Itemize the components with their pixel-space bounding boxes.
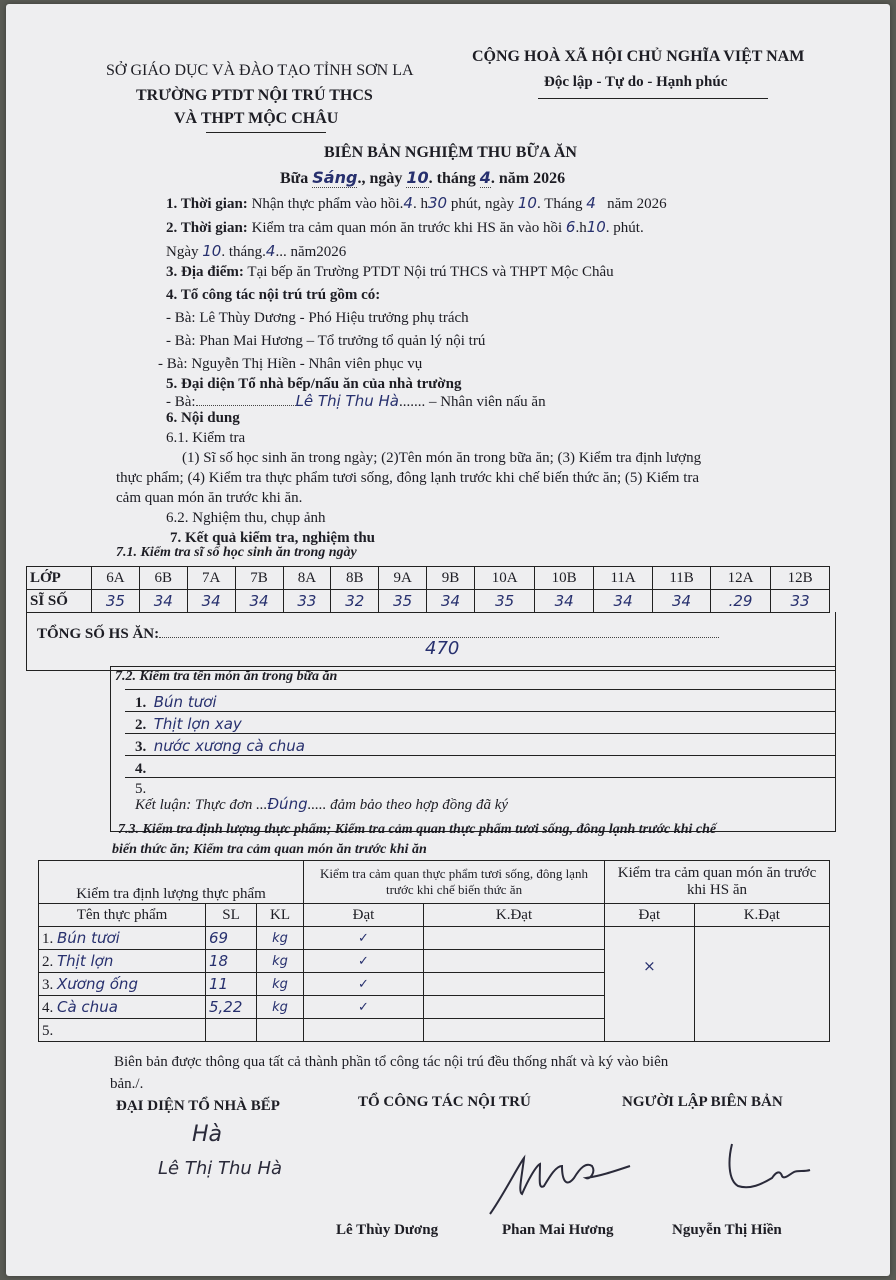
food-dat: ✓ bbox=[304, 950, 424, 973]
food-name: 5. bbox=[39, 1019, 206, 1042]
food-sl: 11 bbox=[206, 973, 257, 996]
class-cell: 7B bbox=[235, 567, 283, 590]
cook-line: - Bà: Lê Thị Thu Hà....... – Nhân viên nấu ăn bbox=[166, 392, 546, 410]
section-6-2: 6.2. Nghiệm thu, chụp ảnh bbox=[166, 510, 326, 526]
document-page bbox=[6, 4, 890, 1276]
count-cell: 34 bbox=[653, 590, 711, 613]
food-sl bbox=[206, 1019, 257, 1042]
signer-name-3: Nguyễn Thị Hiền bbox=[672, 1222, 782, 1238]
signature-nguyen-thi-hien bbox=[722, 1134, 818, 1204]
signer-name-2: Phan Mai Hương bbox=[502, 1222, 614, 1238]
food-kdat bbox=[424, 996, 605, 1019]
table-7-2-caption: 7.2. Kiểm tra tên món ăn trong bữa ăn bbox=[115, 669, 338, 684]
doc-subtitle: Bữa Sáng., ngày 10. tháng 4. năm 2026 bbox=[280, 168, 566, 187]
section-7-title: 7. Kết quả kiểm tra, nghiệm thu bbox=[170, 530, 376, 546]
section-3: 3. Địa điểm: Tại bếp ăn Trường PTDT Nội trú THCS và THPT Mộc Châu bbox=[166, 264, 614, 280]
table-row bbox=[27, 590, 830, 613]
table-row bbox=[39, 927, 830, 950]
class-count-table bbox=[26, 566, 830, 613]
count-cell: 34 bbox=[593, 590, 652, 613]
food-name: 3. Xương ống bbox=[39, 973, 206, 996]
menu-item: 4. bbox=[135, 761, 147, 777]
h-camquan-ma: Kiểm tra cảm quan món ăn trước khi HS ăn bbox=[605, 861, 830, 904]
sign-header-author: NGƯỜI LẬP BIÊN BẢN bbox=[622, 1094, 783, 1110]
divider bbox=[206, 132, 326, 133]
count-cell: 35 bbox=[92, 590, 140, 613]
food-sl: 5,22 bbox=[206, 996, 257, 1019]
section-2-date: Ngày 10. tháng.4... năm2026 bbox=[166, 242, 347, 260]
food-kl: kg bbox=[257, 973, 304, 996]
section-6-p1: (1) Sĩ số học sinh ăn trong ngày; (2)Tên món ăn trong bữa ăn; (3) Kiểm tra định lượng bbox=[182, 450, 702, 466]
count-cell: 35 bbox=[379, 590, 427, 613]
siso-header: SĨ SỐ bbox=[27, 590, 92, 613]
total-value: 470 bbox=[425, 638, 460, 659]
h-dat: Đạt bbox=[304, 904, 424, 927]
signature-phan-mai-huong bbox=[482, 1136, 642, 1222]
member-1: - Bà: Lê Thùy Dương - Phó Hiệu trưởng phụ trách bbox=[166, 310, 469, 326]
section-4-title: 4. Tổ công tác nội trú trú gồm có: bbox=[166, 287, 381, 303]
section-1: 1. Thời gian: Nhận thực phẩm vào hồi.4. h30 phút, ngày 10. Tháng 4 năm 2026 bbox=[166, 194, 667, 212]
class-cell: 9A bbox=[379, 567, 427, 590]
count-cell: 32 bbox=[331, 590, 379, 613]
table-7-3-caption: 7.3. Kiểm tra định lượng thực phẩm; Kiểm tra cảm quan thực phẩm tươi sống, đông lạnh trước khi chế bbox=[118, 822, 717, 837]
food-name: 1. Bún tươi bbox=[39, 927, 206, 950]
count-cell: 34 bbox=[187, 590, 235, 613]
h-sl: SL bbox=[206, 904, 257, 927]
section-6-title: 6. Nội dung bbox=[166, 410, 240, 426]
section-6-1: 6.1. Kiểm tra bbox=[166, 430, 246, 446]
total-label: TỔNG SỐ HS ĂN: bbox=[37, 626, 719, 643]
food-dat bbox=[304, 1019, 424, 1042]
food-dat: ✓ bbox=[304, 973, 424, 996]
count-cell: .29 bbox=[710, 590, 770, 613]
menu-item: 1. Bún tươi bbox=[135, 693, 217, 711]
class-cell: 6A bbox=[92, 567, 140, 590]
divider bbox=[538, 98, 768, 99]
member-3: - Bà: Nguyễn Thị Hiền - Nhân viên phục vụ bbox=[158, 356, 423, 372]
sign-header-kitchen: ĐẠI DIỆN TỔ NHÀ BẾP bbox=[116, 1098, 280, 1114]
food-kl: kg bbox=[257, 950, 304, 973]
food-name: 2. Thịt lợn bbox=[39, 950, 206, 973]
h-kl: KL bbox=[257, 904, 304, 927]
class-cell: 6B bbox=[139, 567, 187, 590]
count-cell: 33 bbox=[283, 590, 331, 613]
food-dat: ✓ bbox=[304, 927, 424, 950]
food-kdat bbox=[424, 973, 605, 996]
count-cell: 34 bbox=[139, 590, 187, 613]
table-7-3-caption-2: biến thức ăn; Kiểm tra cảm quan món ăn trước khi ăn bbox=[112, 842, 427, 857]
table-row bbox=[39, 904, 830, 927]
count-cell: 35 bbox=[475, 590, 535, 613]
school-name: TRƯỜNG PTDT NỘI TRÚ THCS bbox=[136, 87, 373, 104]
menu-conclusion: Kết luận: Thực đơn ...Đúng..... đảm bảo theo hợp đồng đã ký bbox=[135, 795, 509, 813]
menu-item: 5. bbox=[135, 781, 147, 797]
class-cell: 8A bbox=[283, 567, 331, 590]
motto: Độc lập - Tự do - Hạnh phúc bbox=[544, 74, 728, 90]
class-cell: 9B bbox=[427, 567, 475, 590]
dish-dat: × bbox=[605, 927, 695, 1042]
class-cell: 7A bbox=[187, 567, 235, 590]
class-cell: 8B bbox=[331, 567, 379, 590]
table-row bbox=[39, 861, 830, 904]
table-row bbox=[27, 567, 830, 590]
food-check-table bbox=[38, 860, 830, 1042]
dish-kdat bbox=[694, 927, 829, 1042]
kitchen-signature-name: Lê Thị Thu Hà bbox=[158, 1158, 283, 1179]
food-dat: ✓ bbox=[304, 996, 424, 1019]
table-7-1-caption: 7.1. Kiểm tra sĩ số học sinh ăn trong ngày bbox=[116, 545, 357, 560]
food-kl bbox=[257, 1019, 304, 1042]
class-cell: 12B bbox=[771, 567, 830, 590]
class-cell: 10B bbox=[535, 567, 594, 590]
h-dinhluong: Kiểm tra định lượng thực phẩm bbox=[39, 861, 304, 904]
country-name: CỘNG HOÀ XÃ HỘI CHỦ NGHĨA VIỆT NAM bbox=[472, 48, 805, 65]
closing-text: Biên bản được thông qua tất cả thành phần tổ công tác nội trú đều thống nhất và ký vào biên bbox=[114, 1054, 669, 1070]
count-cell: 34 bbox=[235, 590, 283, 613]
kitchen-signature: Hà bbox=[192, 1122, 223, 1147]
signer-name-1: Lê Thùy Dương bbox=[336, 1222, 439, 1238]
food-sl: 69 bbox=[206, 927, 257, 950]
food-kdat bbox=[424, 950, 605, 973]
section-5-title: 5. Đại diện Tổ nhà bếp/nấu ăn của nhà trường bbox=[166, 376, 462, 392]
doc-title: BIÊN BẢN NGHIỆM THU BỮA ĂN bbox=[324, 144, 577, 161]
menu-table bbox=[110, 666, 836, 832]
h-ten: Tên thực phẩm bbox=[39, 904, 206, 927]
count-cell: 33 bbox=[771, 590, 830, 613]
h-kdat: K.Đạt bbox=[694, 904, 829, 927]
food-kl: kg bbox=[257, 927, 304, 950]
menu-item: 2. Thịt lợn xay bbox=[135, 715, 242, 733]
closing-text-2: bản./. bbox=[110, 1076, 144, 1092]
class-cell: 10A bbox=[475, 567, 535, 590]
food-kdat bbox=[424, 927, 605, 950]
member-2: - Bà: Phan Mai Hương – Tổ trưởng tổ quản lý nội trú bbox=[166, 333, 486, 349]
food-kdat bbox=[424, 1019, 605, 1042]
dept-name: SỞ GIÁO DỤC VÀ ĐÀO TẠO TỈNH SƠN LA bbox=[106, 62, 414, 79]
h-kdat: K.Đạt bbox=[424, 904, 605, 927]
school-name-2: VÀ THPT MỘC CHÂU bbox=[174, 110, 339, 127]
food-sl: 18 bbox=[206, 950, 257, 973]
section-6-p3: cảm quan món ăn trước khi ăn. bbox=[116, 490, 303, 506]
total-box bbox=[26, 612, 836, 671]
class-cell: 11B bbox=[653, 567, 711, 590]
class-cell: 12A bbox=[710, 567, 770, 590]
h-camquan-tp: Kiểm tra cảm quan thực phẩm tươi sống, đông lạnh trước khi chế biến thức ăn bbox=[304, 861, 605, 904]
section-6-p2: thực phẩm; (4) Kiểm tra thực phẩm tươi sống, đông lạnh trước khi chế biến thức ăn; (5) Kiểm tra bbox=[116, 470, 700, 486]
menu-item: 3. nước xương cà chua bbox=[135, 737, 305, 755]
count-cell: 34 bbox=[535, 590, 594, 613]
class-cell: 11A bbox=[593, 567, 652, 590]
section-2: 2. Thời gian: Kiểm tra cảm quan món ăn trước khi HS ăn vào hồi 6.h10. phút. bbox=[166, 218, 644, 236]
lop-header: LỚP bbox=[27, 567, 92, 590]
food-kl: kg bbox=[257, 996, 304, 1019]
h-dat: Đạt bbox=[605, 904, 695, 927]
sign-header-committee: TỔ CÔNG TÁC NỘI TRÚ bbox=[358, 1094, 531, 1110]
food-name: 4. Cà chua bbox=[39, 996, 206, 1019]
count-cell: 34 bbox=[427, 590, 475, 613]
